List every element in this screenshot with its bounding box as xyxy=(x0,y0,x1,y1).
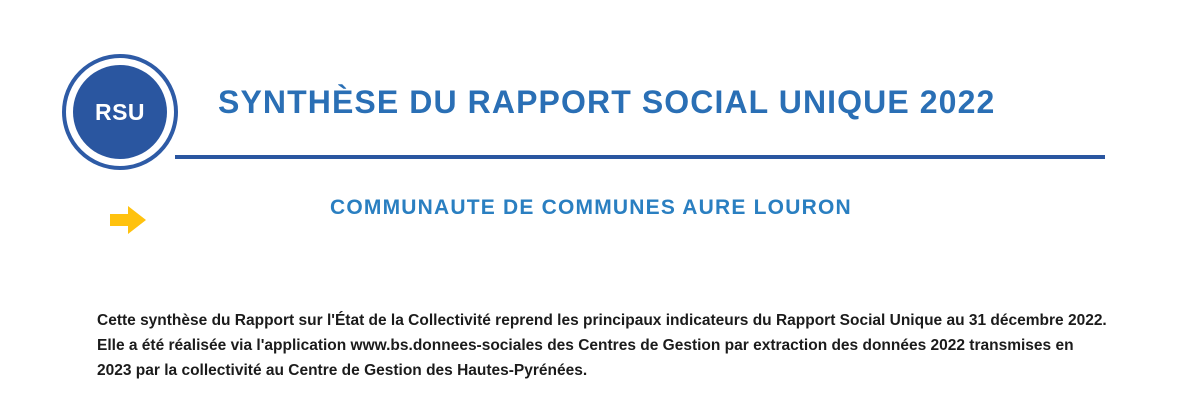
arrow-right-icon xyxy=(108,203,148,237)
rsu-badge-circle xyxy=(73,65,167,159)
page-title: SYNTHÈSE DU RAPPORT SOCIAL UNIQUE 2022 xyxy=(218,84,996,120)
intro-paragraph: Cette synthèse du Rapport sur l'État de la Collectivité reprend les principaux indicateurs du Rapport Social Unique au 31 décembre 2022. Elle a été réalisée via l'application www.bs.donnees-sociales des Centres de Gestion par extraction des données 2022 transmises en 2023 par la collectivité au Centre de Gestion des Hautes-Pyrénées. xyxy=(97,312,1107,379)
rsu-badge-label: RSU xyxy=(94,98,146,125)
page-subtitle: COMMUNAUTE DE COMMUNES AURE LOURON xyxy=(330,196,852,219)
rsu-badge xyxy=(62,54,178,170)
title-divider xyxy=(175,155,1105,159)
